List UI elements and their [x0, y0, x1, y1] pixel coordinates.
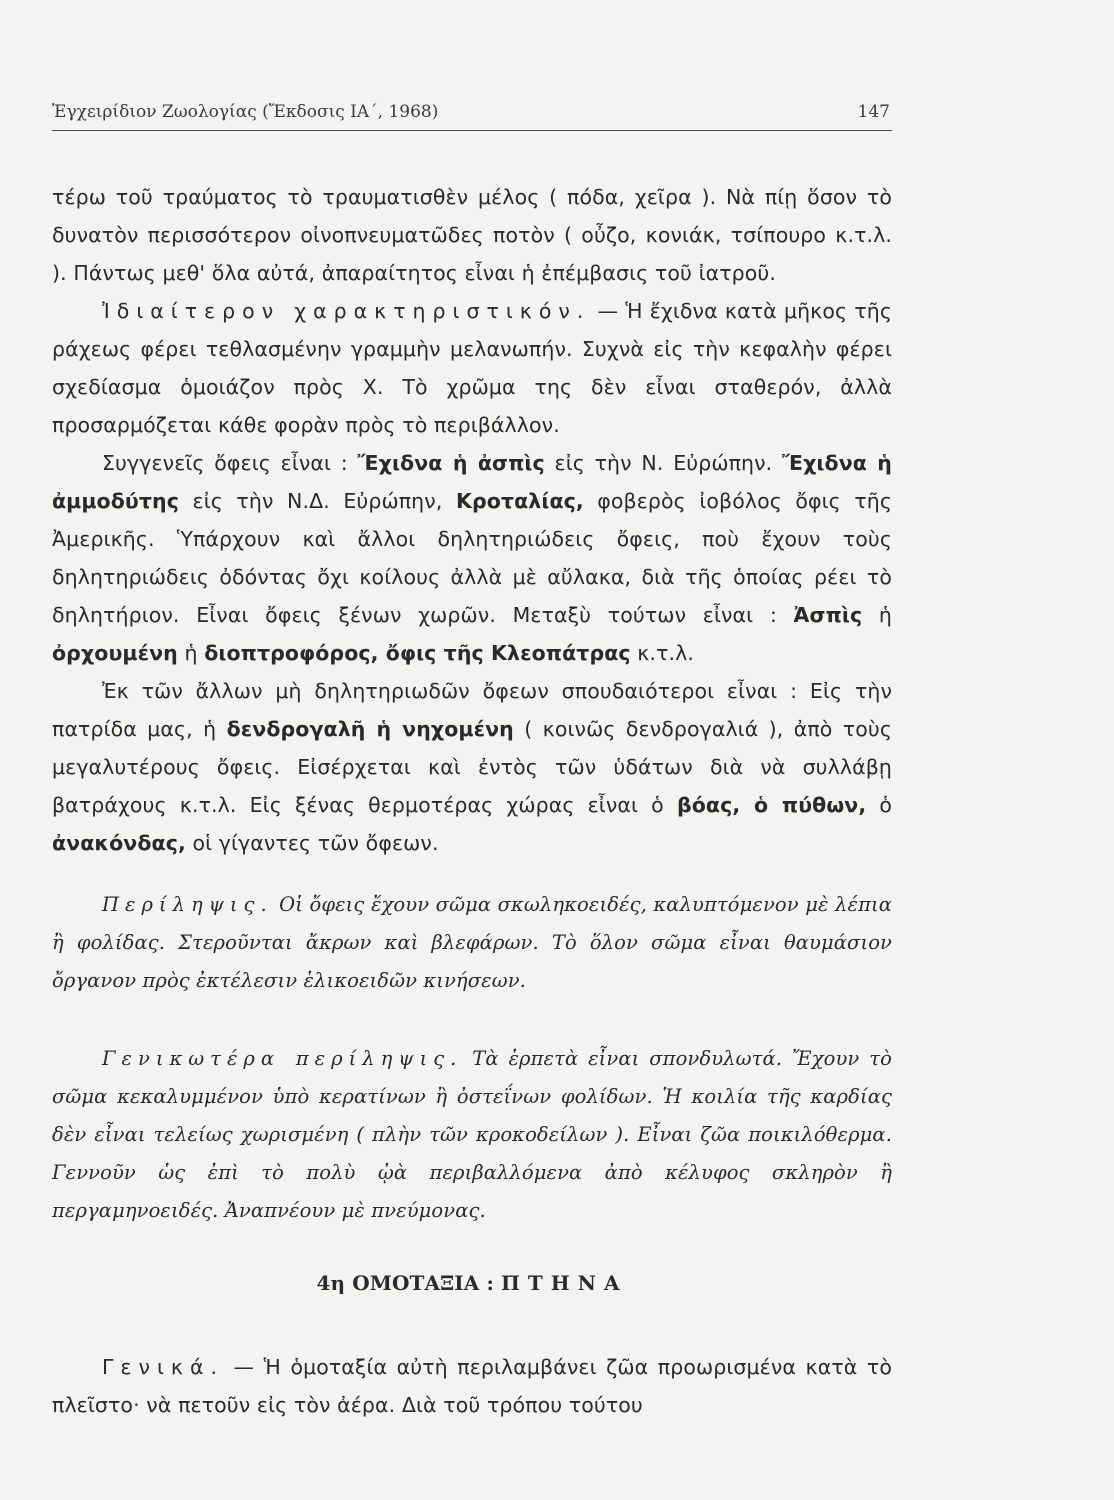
bold-term: ἀνακόνδας,	[52, 831, 186, 855]
text-run: ὁ	[866, 793, 892, 817]
bold-term: Κροταλίας,	[455, 489, 584, 513]
bold-term: Ἀσπὶς	[793, 603, 863, 627]
paragraph-text: Οἱ ὄφεις ἔχουν σῶμα σκωληκοειδές, καλυπτόμενον μὲ λέπια ἢ φολίδας. Στεροῦνται ἄκρων καὶ βλεφάρων. Τὸ ὅλον σῶμα εἶναι θαυμάσιον ὄργανον πρὸς ἐκτέλεσιν ἑλικοειδῶν κινήσεων.	[52, 893, 892, 992]
bold-term: Ἔχιδνα ἡ ἀμμοδύτης	[52, 451, 892, 513]
paragraph-general-summary	[52, 1040, 892, 1230]
paragraph-related-snakes	[52, 444, 892, 672]
section-heading	[52, 1264, 892, 1302]
bold-term: ὀρχουμένη	[52, 641, 178, 665]
bold-term: Ἔχιδνα ἡ ἀσπὶς	[357, 451, 545, 475]
text-run: Συγγενεῖς ὄφεις εἶναι :	[102, 451, 358, 475]
header-title: Ἐγχειρίδιον Ζωολογίας (Ἔκδοσις ΙΑ΄, 1968)	[52, 102, 439, 122]
paragraph-text: — Ἡ ἔχιδνα κατὰ μῆκος τῆς ράχεως φέρει τεθλασμένην γραμμὴν μελανωπήν. Συχνὰ εἰς τὴν κεφαλὴν φέρει σχεδίασμα ὁμοιάζον πρὸς Χ. Τὸ χρῶμα της δὲν εἶναι σταθερόν, ἀλλὰ προσαρμόζεται κάθε φορὰν πρὸς τὸ περιβάλλον.	[52, 299, 892, 437]
spaced-label: Γενικά.	[102, 1355, 225, 1379]
paragraph-first-aid	[52, 178, 892, 292]
paragraph-text: — Ἡ ὁμοταξία αὐτὴ περιλαμβάνει ζῶα προωρισμένα κατὰ τὸ πλεῖστο· νὰ πετοῦν εἰς τὸν ἀέρα. Διὰ τοῦ τρόπου τούτου	[52, 1355, 892, 1417]
bold-term: διοπτροφόρος, ὄφις τῆς Κλεοπάτρας	[204, 641, 631, 665]
page-body	[52, 178, 892, 1424]
text-run: εἰς τὴν Ν.Δ. Εὐρώπην,	[179, 489, 456, 513]
text-run: ( κοινῶς δενδρογαλιά ), ἀπὸ τοὺς μεγαλυτέρους ὄφεις. Εἰσέρχεται καὶ ἐντὸς τῶν ὑδάτων διὰ νὰ συλλάβῃ βατράχους κ.τ.λ. Εἰς ξένας θερμοτέρας χώρας εἶναι ὁ	[52, 717, 892, 817]
paragraph-text: Τὰ ἑρπετὰ εἶναι σπονδυλωτά. Ἔχουν τὸ σῶμα κεκαλυμμένον ὑπὸ κερατίνων ἢ ὀστεΐνων φολίδων. Ἡ κοιλία τῆς καρδίας δὲν εἶναι τελείως χωρισμένη ( πλὴν τῶν κροκοδείλων ). Εἶναι ζῶα ποικιλόθερμα. Γεννοῦν ὡς ἐπὶ τὸ πολὺ ᾠὰ περιβαλλόμενα ἀπὸ κέλυφος σκληρὸν ἢ περγαμηνοειδές. Ἀναπνέουν μὲ πνεύμονας.	[52, 1047, 892, 1222]
section-number: 4η	[316, 1271, 346, 1295]
spaced-label: Περίληψις.	[102, 893, 273, 916]
paragraph-characteristic	[52, 292, 892, 444]
paragraph-birds-general	[52, 1348, 892, 1424]
paragraph-non-venomous	[52, 672, 892, 862]
text-run: Ἐκ τῶν ἄλλων μὴ δηλητηριωδῶν ὄφεων σπουδαιότεροι εἶναι : Εἰς τὴν πατρίδα μας, ἡ	[52, 679, 892, 741]
spaced-label: Ἰδιαίτερον χαρακτηριστικόν.	[102, 299, 591, 323]
bold-term: βόας, ὁ πύθων,	[676, 793, 867, 817]
running-header	[52, 100, 892, 131]
text-run: κ.τ.λ.	[630, 641, 695, 665]
section-label: ΟΜΟΤΑΞΙΑ :	[352, 1271, 494, 1295]
section-name: ΠΤΗΝΑ	[501, 1271, 628, 1295]
spaced-label: Γενικωτέρα περίληψις.	[102, 1047, 463, 1070]
page-number: 147	[857, 102, 890, 122]
paragraph-text: τέρω τοῦ τραύματος τὸ τραυματισθὲν μέλος ( πόδα, χεῖρα ). Νὰ πίῃ ὅσον τὸ δυνατὸν περισσότερον οἰνοπνευματῶδες ποτὸν ( οὖζο, κονιάκ, τσίπουρο κ.τ.λ. ). Πάντως μεθ' ὅλα αὐτά, ἀπαραίτητος εἶναι ἡ ἐπέμβασις τοῦ ἰατροῦ.	[52, 185, 892, 285]
text-run: εἰς τὴν Ν. Εὐρώπην.	[544, 451, 783, 475]
text-run: ἡ	[862, 603, 892, 627]
text-run: οἱ γίγαντες τῶν ὄφεων.	[185, 831, 439, 855]
text-run: ἡ	[177, 641, 205, 665]
text-run: φοβερὸς ἰοβόλος ὄφις τῆς Ἀμερικῆς. Ὑπάρχουν καὶ ἄλλοι δηλητηριώδεις ὄφεις, ποὺ ἔχουν τοὺς δηλητηριώδεις ὀδόντας ὄχι κοίλους ἀλλὰ μὲ αὔλακα, διὰ τῆς ὁποίας ρέει τὸ δηλητήριον. Εἶναι ὄφεις ξένων χωρῶν. Μεταξὺ τούτων εἶναι :	[52, 489, 893, 627]
paragraph-summary	[52, 886, 892, 1000]
bold-term: δενδρογαλῆ ἡ νηχομένη	[226, 717, 514, 741]
